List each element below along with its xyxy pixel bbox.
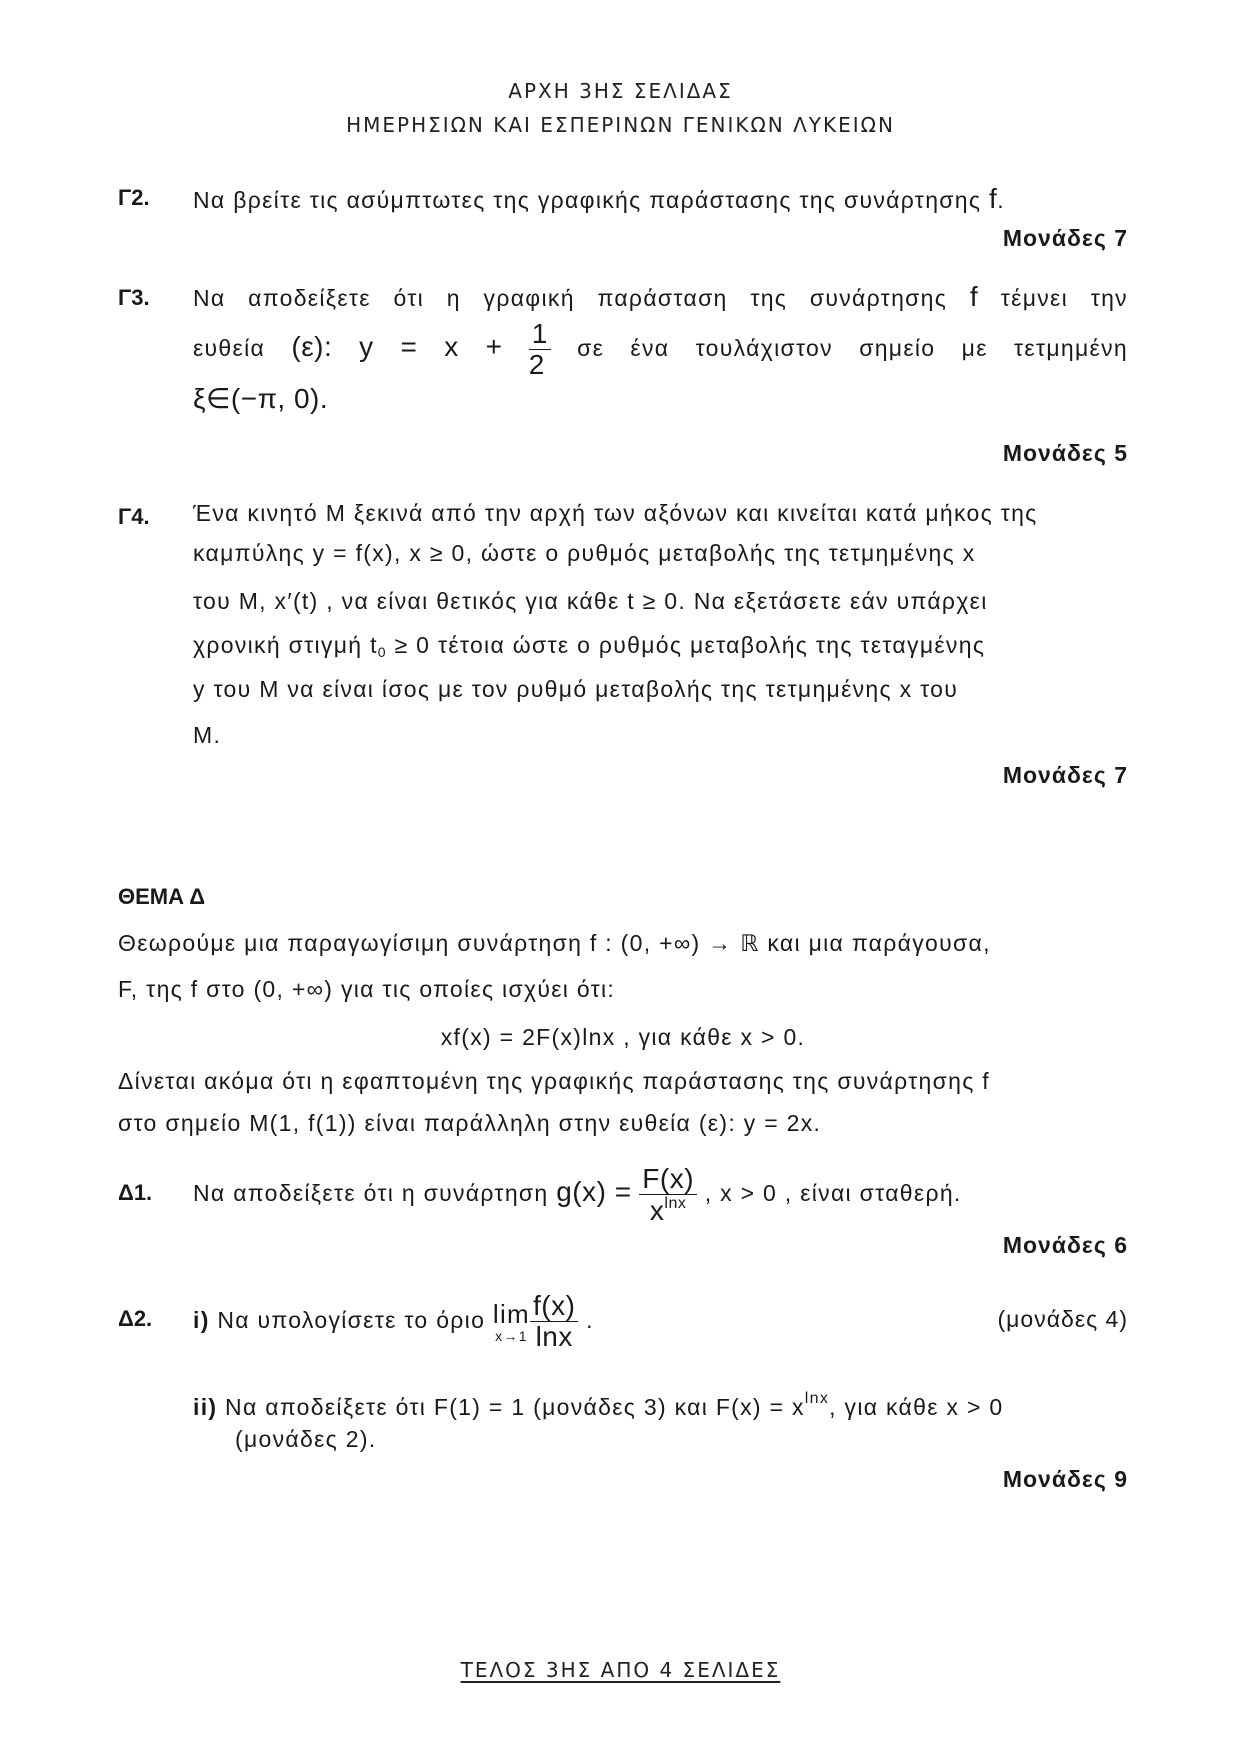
g4-line-1: Ένα κινητό Μ ξεκινά από την αρχή των αξόνων και κινείται κατά μήκος της <box>193 500 1038 526</box>
header-line-1: ΑΡΧΗ 3ΗΣ ΣΕΛΙΔΑΣ <box>508 79 733 103</box>
g4-line-6: Μ. <box>193 722 222 748</box>
question-label-d1: Δ1. <box>118 1180 153 1205</box>
header-line-2: ΗΜΕΡΗΣΙΩΝ ΚΑΙ ΕΣΠΕΡΙΝΩΝ ΓΕΝΙΚΩΝ ΛΥΚΕΙΩΝ <box>346 113 895 137</box>
g4-marks: Μονάδες 7 <box>1002 762 1128 788</box>
thema-d-equation: xf(x) = 2F(x)lnx , για κάθε x > 0. <box>440 1024 806 1050</box>
question-label-d2: Δ2. <box>118 1306 153 1331</box>
fraction-g: $\frac{F(x)}{x^{lnx}}$ <box>639 1165 697 1225</box>
question-label-g2: Γ2. <box>118 185 150 210</box>
g3-marks: Μονάδες 5 <box>1002 440 1128 466</box>
g3-line-2: ευθεία (ε): y = x + $\frac{1}{2}$ σε ένα τουλάχιστον σημείο με τετμημένη <box>193 318 1128 381</box>
d2-marks: Μονάδες 9 <box>1002 1466 1128 1492</box>
page-footer: ΤΕΛΟΣ 3ΗΣ ΑΠΟ 4 ΣΕΛΙΔΕΣ <box>460 1658 781 1682</box>
g3-line-1: Να αποδείξετε ότι η γραφική παράσταση της συνάρτησης f τέμνει την <box>193 281 1128 312</box>
g4-line-5: y του Μ να είναι ίσος με τον ρυθμό μεταβολής της τετμημένης x του <box>193 676 959 702</box>
page-header <box>0 74 1241 142</box>
thema-d-line-4: Δίνεται ακόμα ότι η εφαπτομένη της γραφικής παράστασης της συνάρτησης f <box>118 1068 990 1094</box>
g2-text: Να βρείτε τις ασύμπτωτες της γραφικής παράστασης της συνάρτησης f. <box>193 183 1005 214</box>
question-label-g4: Γ4. <box>118 504 150 529</box>
fraction-one-half: $\frac{1}{2}$ <box>529 320 551 379</box>
fraction-limit: $\frac{f(x)}{\ln x}$ <box>530 1292 578 1351</box>
thema-d-line-2: F, της f στο (0, +∞) για τις οποίες ισχύει ότι: <box>118 976 616 1002</box>
g4-line-3: του Μ, x′(t) , να είναι θετικός για κάθε t ≥ 0. Να εξετάσετε εάν υπάρχει <box>193 588 988 614</box>
g3-equation: (ε): y = x + $\frac{1}{2}$ <box>291 335 577 361</box>
g2-marks: Μονάδες 7 <box>1002 225 1128 251</box>
thema-d-line-5: στο σημείο Μ(1, f(1)) είναι παράλληλη στην ευθεία (ε): y = 2x. <box>118 1110 822 1136</box>
d2-i-points: (μονάδες 4) <box>997 1306 1128 1332</box>
limit: lim x→1 <box>492 1298 531 1344</box>
g4-line-2: καμπύλης y = f(x), x ≥ 0, ώστε ο ρυθμός μεταβολής της τετμημένης x <box>193 540 976 566</box>
d2-part-ii: ii) Να αποδείξετε ότι F(1) = 1 (μονάδες 3) και $F(x) = x^{lnx}$, για κάθε x > 0 <box>193 1390 1004 1420</box>
d1-text: Να αποδείξετε ότι η συνάρτηση g(x) = $\frac{F(x)}{x^{lnx}}$ , x > 0 , είναι σταθερή. <box>193 1162 962 1226</box>
section-title-thema-d: ΘΕΜΑ Δ <box>118 884 206 909</box>
g3-line-3: ξ∈(−π, 0). <box>193 383 329 414</box>
d2-ii-points: (μονάδες 2). <box>235 1426 377 1452</box>
d1-marks: Μονάδες 6 <box>1002 1232 1128 1258</box>
thema-d-line-1: Θεωρούμε μια παραγωγίσιμη συνάρτηση f : (0, +∞) → ℝ και μια παράγουσα, <box>118 930 991 956</box>
question-label-g3: Γ3. <box>118 285 150 310</box>
g4-line-4: χρονική στιγμή $t_0 \ge 0$ τέτοια ώστε ο ρυθμός μεταβολής της τεταγμένης <box>193 632 986 660</box>
d2-part-i: i) Να υπολογίσετε το όριο lim x→1 $\frac{f(x)}{\ln x}$ . <box>193 1290 594 1353</box>
